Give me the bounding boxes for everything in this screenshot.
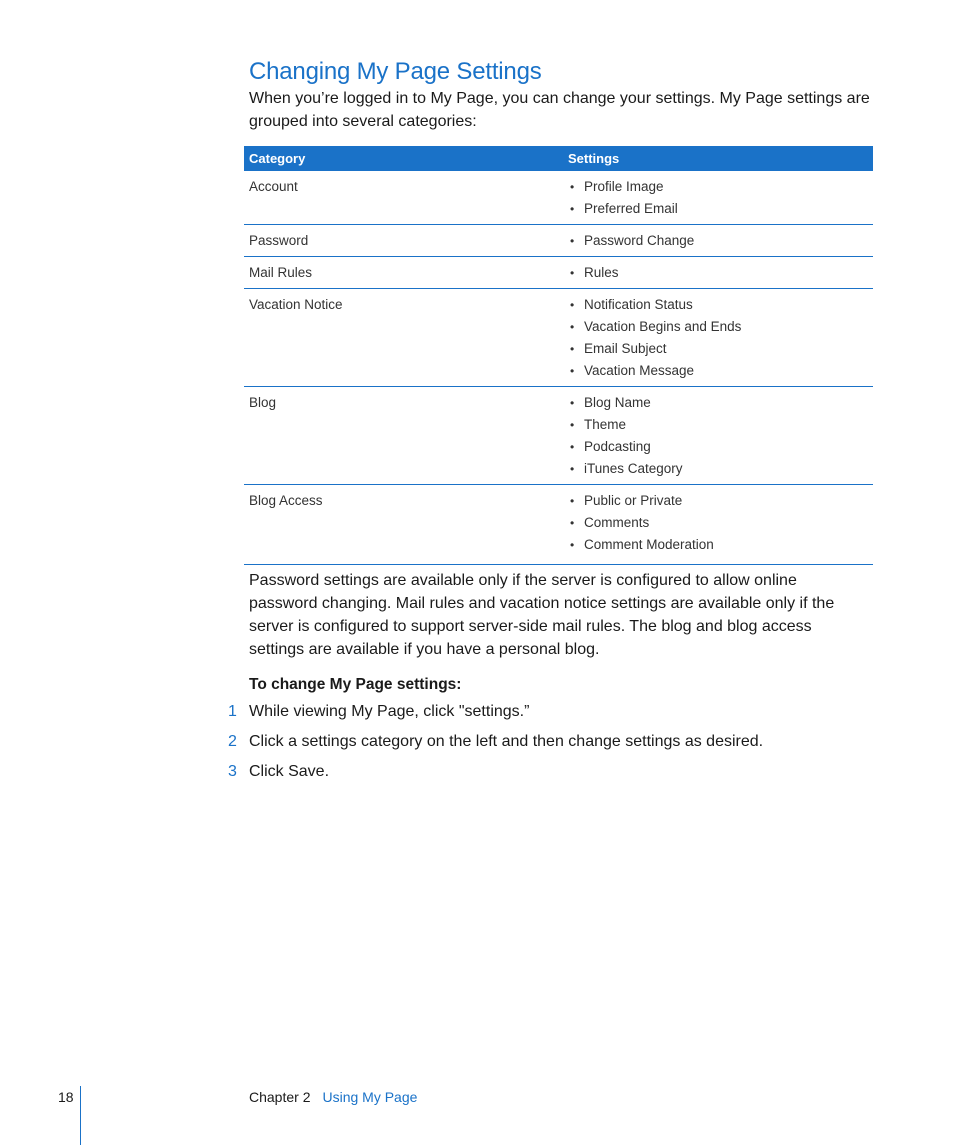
bullet-icon: • (570, 538, 575, 552)
settings-list-item (568, 414, 868, 436)
settings-list-item (568, 458, 868, 480)
settings-list (568, 262, 868, 284)
settings-list-item (568, 198, 868, 220)
category-cell: Vacation Notice (244, 289, 549, 387)
settings-list-item (568, 534, 868, 556)
category-cell: Password (244, 225, 549, 257)
settings-list-item (568, 262, 868, 284)
page-number: 18 (58, 1089, 74, 1105)
settings-cell (549, 485, 873, 565)
chapter-label: Chapter 2 (249, 1089, 311, 1105)
bullet-icon: • (570, 364, 575, 378)
category-cell: Mail Rules (244, 257, 549, 289)
settings-cell (549, 257, 873, 289)
setting-label: Public or Private (584, 493, 683, 508)
settings-list-item (568, 436, 868, 458)
column-header-settings: Settings (549, 146, 873, 171)
step-number: 3 (228, 763, 237, 780)
bullet-icon: • (570, 298, 575, 312)
category-cell: Blog Access (244, 485, 549, 565)
table-header-row (244, 146, 873, 171)
setting-label: Comments (584, 515, 650, 530)
bullet-icon: • (570, 320, 575, 334)
bullet-icon: • (570, 440, 575, 454)
chapter-title-link[interactable]: Using My Page (322, 1089, 418, 1105)
setting-label: Preferred Email (584, 201, 678, 216)
step-number: 1 (228, 703, 237, 720)
setting-label: Vacation Message (584, 363, 695, 378)
setting-label: Vacation Begins and Ends (584, 319, 742, 334)
settings-list-item (568, 230, 868, 252)
settings-list-item (568, 294, 868, 316)
settings-list-item (568, 490, 868, 512)
step-number: 2 (228, 733, 237, 750)
setting-label: Email Subject (584, 341, 667, 356)
setting-label: Notification Status (584, 297, 693, 312)
intro-paragraph: When you’re logged in to My Page, you can change your settings. My Page settings are grouped into several categories: (249, 90, 870, 130)
setting-label: Password Change (584, 233, 695, 248)
table-row (244, 257, 873, 289)
steps-heading: To change My Page settings: (249, 676, 462, 693)
bullet-icon: • (570, 266, 575, 280)
bullet-icon: • (570, 462, 575, 476)
note-paragraph: Password settings are available only if the server is configured to allow online password changing. Mail rules and vacation notice settings are available only if the server is configured to support server-side mail rules. The blog and blog access settings are available if you have a personal blog. (249, 572, 835, 658)
setting-label: Profile Image (584, 179, 664, 194)
bullet-icon: • (570, 234, 575, 248)
settings-list (568, 176, 868, 220)
settings-cell (549, 289, 873, 387)
bullet-icon: • (570, 202, 575, 216)
table-row (244, 387, 873, 485)
setting-label: Comment Moderation (584, 537, 714, 552)
page-title: Changing My Page Settings (249, 58, 542, 85)
bullet-icon: • (570, 342, 575, 356)
footer-divider (80, 1086, 81, 1145)
settings-cell (549, 387, 873, 485)
settings-list (568, 294, 868, 382)
table-row (244, 171, 873, 225)
setting-label: Blog Name (584, 395, 651, 410)
setting-label: Rules (584, 265, 619, 280)
settings-list (568, 490, 868, 556)
settings-cell (549, 171, 873, 225)
bullet-icon: • (570, 418, 575, 432)
settings-list-item (568, 176, 868, 198)
table-row (244, 289, 873, 387)
settings-cell (549, 225, 873, 257)
setting-label: iTunes Category (584, 461, 683, 476)
step-text: Click a settings category on the left and then change settings as desired. (249, 733, 764, 750)
settings-list-item (568, 392, 868, 414)
settings-list (568, 392, 868, 480)
setting-label: Theme (584, 417, 627, 432)
footer-chapter (249, 1089, 417, 1105)
settings-list (568, 230, 868, 252)
category-cell: Blog (244, 387, 549, 485)
bullet-icon: • (570, 494, 575, 508)
table-row (244, 485, 873, 565)
table-row (244, 225, 873, 257)
table-body (244, 171, 873, 565)
bullet-icon: • (570, 180, 575, 194)
step-text: Click Save. (249, 763, 330, 780)
category-cell: Account (244, 171, 549, 225)
bullet-icon: • (570, 516, 575, 530)
settings-table (244, 146, 873, 565)
settings-list-item (568, 360, 868, 382)
column-header-category: Category (244, 146, 549, 171)
setting-label: Podcasting (584, 439, 651, 454)
settings-list-item (568, 316, 868, 338)
settings-list-item (568, 512, 868, 534)
settings-list-item (568, 338, 868, 360)
step-text: While viewing My Page, click "settings.” (249, 703, 530, 720)
bullet-icon: • (570, 396, 575, 410)
